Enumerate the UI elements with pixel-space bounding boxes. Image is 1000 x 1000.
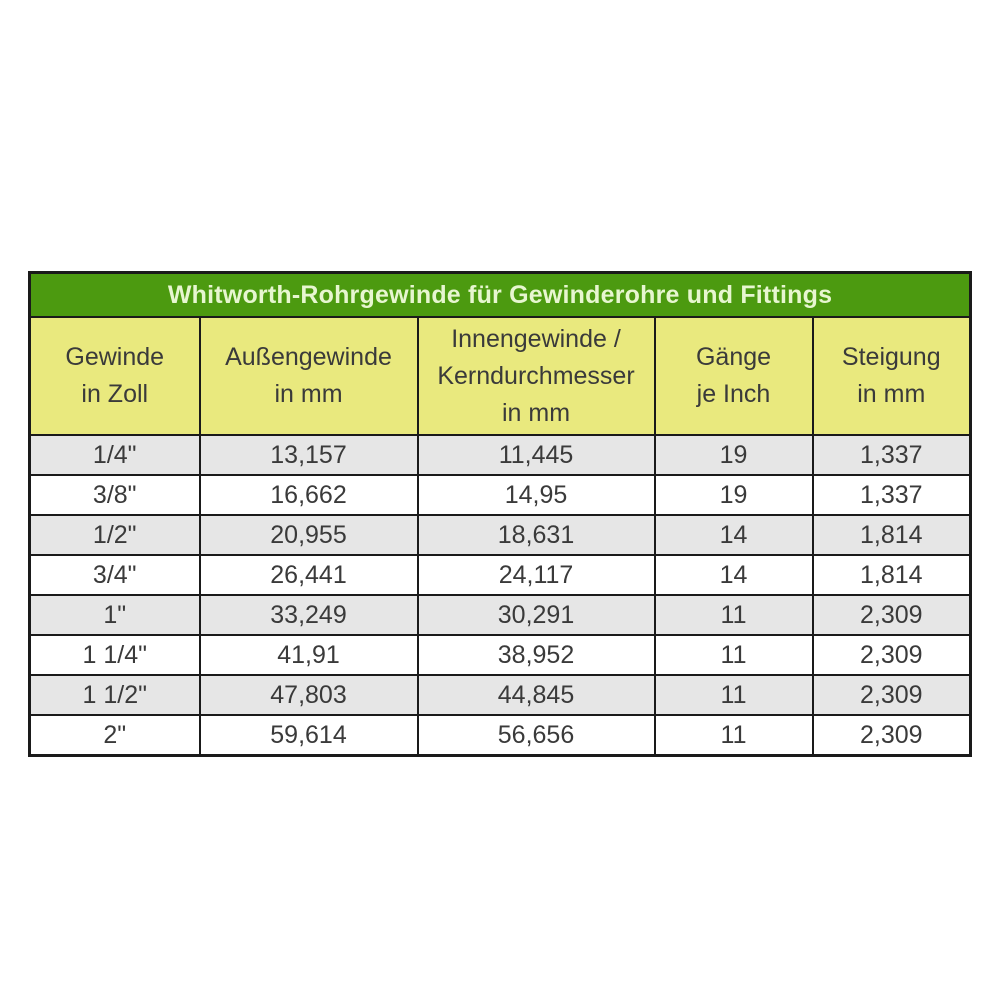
table-cell: 1/2" (30, 515, 200, 555)
column-header-line: Gänge (695, 343, 772, 371)
column-header-line: Gewinde (65, 343, 165, 371)
table-header-row (30, 317, 971, 435)
column-header-line: in mm (501, 398, 571, 427)
table-cell: 2" (30, 715, 200, 756)
column-header-line: in Zoll (81, 380, 149, 408)
table-cell: 26,441 (200, 555, 418, 595)
column-header-line: Außengewinde (225, 343, 392, 371)
table-row (30, 595, 971, 635)
table-cell: 11 (655, 635, 813, 675)
table-cell: 1 1/4" (30, 635, 200, 675)
table-cell: 20,955 (200, 515, 418, 555)
table-cell: 41,91 (200, 635, 418, 675)
table-cell: 14,95 (418, 475, 655, 515)
table-cell: 11 (655, 675, 813, 715)
table-row (30, 475, 971, 515)
column-header-4 (813, 317, 971, 435)
table-cell: 11 (655, 715, 813, 756)
column-header-2 (418, 317, 655, 435)
table-cell: 59,614 (200, 715, 418, 756)
table-cell: 2,309 (813, 675, 971, 715)
table-cell: 19 (655, 435, 813, 475)
table-title-row (30, 273, 971, 318)
column-header-0 (30, 317, 200, 435)
table-body (30, 435, 971, 756)
table-cell: 13,157 (200, 435, 418, 475)
column-header-3 (655, 317, 813, 435)
table-cell: 11 (655, 595, 813, 635)
table-row (30, 435, 971, 475)
table-cell: 1,337 (813, 475, 971, 515)
table-cell: 1,337 (813, 435, 971, 475)
table-cell: 56,656 (418, 715, 655, 756)
table-cell: 14 (655, 515, 813, 555)
table-cell: 1 1/2" (30, 675, 200, 715)
column-header-line: Kerndurchmesser (437, 361, 635, 390)
table-cell: 33,249 (200, 595, 418, 635)
table-cell: 24,117 (418, 555, 655, 595)
column-header-line: je Inch (696, 380, 771, 408)
table-cell: 2,309 (813, 595, 971, 635)
table-cell: 14 (655, 555, 813, 595)
table-row (30, 515, 971, 555)
table-title: Whitworth-Rohrgewinde für Gewinderohre und Fittings (30, 273, 971, 318)
table-row (30, 555, 971, 595)
table-cell: 38,952 (418, 635, 655, 675)
column-header-line: Steigung (841, 343, 941, 371)
table-cell: 2,309 (813, 635, 971, 675)
table-cell: 30,291 (418, 595, 655, 635)
table-row (30, 675, 971, 715)
column-header-line: Innengewinde / (451, 324, 621, 353)
table-cell: 3/8" (30, 475, 200, 515)
column-header-line: in mm (857, 380, 926, 408)
table-cell: 44,845 (418, 675, 655, 715)
table-cell: 2,309 (813, 715, 971, 756)
table-cell: 1/4" (30, 435, 200, 475)
table-cell: 11,445 (418, 435, 655, 475)
table-cell: 1" (30, 595, 200, 635)
table-row (30, 635, 971, 675)
column-header-1 (200, 317, 418, 435)
table-cell: 47,803 (200, 675, 418, 715)
table-cell: 1,814 (813, 515, 971, 555)
column-header-line: in mm (274, 380, 343, 408)
table-cell: 19 (655, 475, 813, 515)
table-cell: 3/4" (30, 555, 200, 595)
table-cell: 18,631 (418, 515, 655, 555)
table-cell: 1,814 (813, 555, 971, 595)
whitworth-thread-table (28, 271, 972, 757)
table-row (30, 715, 971, 756)
table-cell: 16,662 (200, 475, 418, 515)
